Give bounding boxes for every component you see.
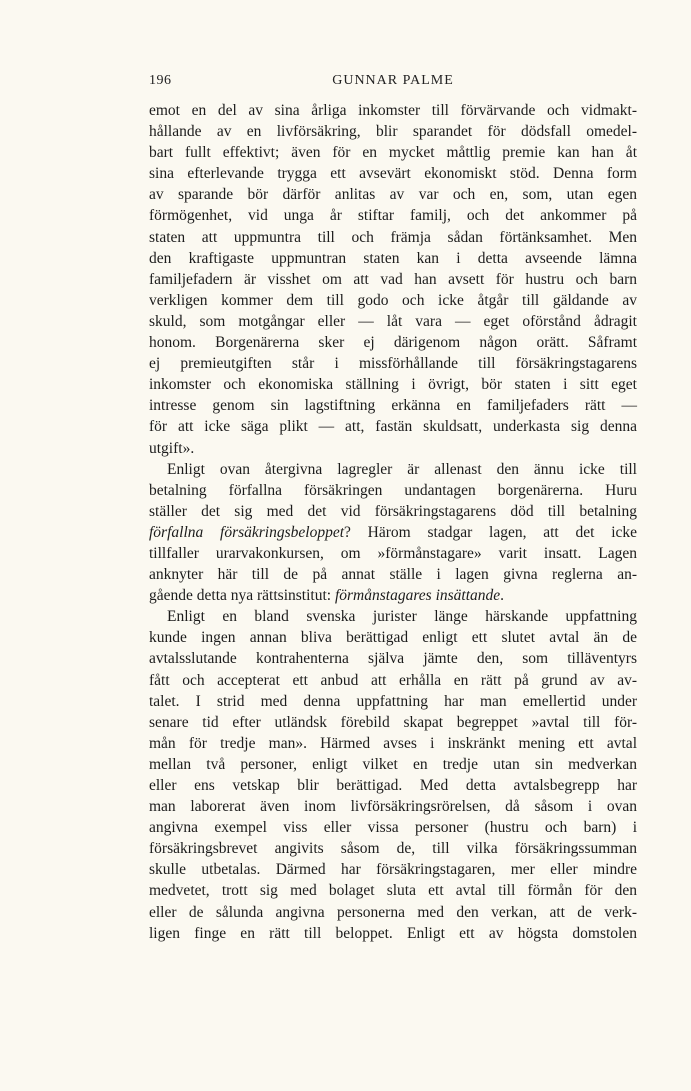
text-line: mellan två personer, enligt vilket en tredje utan sin medverkan xyxy=(149,755,637,773)
text-line: utgift». xyxy=(149,439,195,457)
text-line: mån för tredje man». Härmed avses i inskränkt mening ett avtal xyxy=(149,734,637,752)
text-line: intresse genom sin lagstiftning erkänna en familjefaders rätt — xyxy=(149,397,637,415)
text-line: medvetet, trott sig med bolaget sluta ett avtal till förmån för den xyxy=(149,882,637,900)
italic-term: förfallna försäkringsbeloppet xyxy=(149,523,345,541)
text-line: angivna exempel viss eller vissa personer (hustru och barn) i xyxy=(149,819,637,837)
text-line: inkomster och ekonomiska ställning i övrigt, bör staten i sitt eget xyxy=(149,376,637,394)
paragraph-3 xyxy=(149,606,637,944)
text-line: kunde ingen annan bliva berättigad enligt ett slutet avtal än de xyxy=(149,629,637,647)
text-line: hållande av en livförsäkring, blir sparandet för dödsfall omedel- xyxy=(149,123,637,141)
text-line: betalning förfallna försäkringen undantagen borgenärerna. Huru xyxy=(149,481,637,499)
text-line: eller ens vetskap blir berättigad. Med detta avtalsbegrepp har xyxy=(149,777,637,794)
text-line: honom. Borgenärerna sker ej därigenom någon orätt. Såframt xyxy=(149,334,637,352)
page-header xyxy=(149,73,637,95)
text-line: staten att uppmuntra till och främja sådan förtänksamhet. Men xyxy=(149,228,637,246)
text-line: avtalsslutande kontrahenterna själva jämte den, som tilläventyrs xyxy=(149,650,637,668)
text-line: sina efterlevande trygga ett avsevärt ekonomiskt stöd. Denna form xyxy=(149,165,637,183)
italic-term: förmånstagares insättande xyxy=(334,587,501,605)
text-line: verkligen kommer dem till godo och icke åtgår till gäldande av xyxy=(149,291,637,309)
text-line: ställer det sig med det vid försäkringstagarens död till betalning xyxy=(149,502,637,520)
text-line: ligen finge en rätt till beloppet. Enligt ett av högsta domstolen xyxy=(149,924,637,942)
text-line: man laborerat även inom livförsäkringsrörelsen, då såsom i ovan xyxy=(149,798,637,816)
body-text xyxy=(149,100,637,944)
text-line: bart fullt effektivt; även för en mycket måttlig premie kan han åt xyxy=(149,144,637,162)
text-line: ej premieutgiften står i missförhållande till försäkringstagarens xyxy=(149,355,637,373)
text-line: fått och accepterat ett anbud att erhålla en rätt på grund av av- xyxy=(149,671,637,689)
text-line: skulle utbetalas. Därmed har försäkringstagaren, mer eller mindre xyxy=(149,861,637,879)
text-line: förmögenhet, vid unga år stiftar familj, och det ankommer på xyxy=(149,207,637,225)
text-line: försäkringsbrevet angivits såsom de, till vilka försäkringssumman xyxy=(149,840,637,858)
running-head: GUNNAR PALME xyxy=(332,73,454,88)
text-line: familjefadern är visshet om att vad han avsett för hustru och barn xyxy=(149,270,637,288)
text-line: skuld, som motgångar eller — låt vara — eget oförstånd ådragit xyxy=(149,312,637,330)
text-line: den kraftigaste uppmuntran staten kan i detta avseende lämna xyxy=(149,249,637,267)
text-line: gående detta nya rättsinstitut: förmånstagares insättande. xyxy=(149,587,505,605)
text-line: av sparande bör därför anlitas av var och en, som, utan egen xyxy=(149,186,637,204)
text-line: tillfaller urarvakonkursen, om »förmånstagare» varit insatt. Lagen xyxy=(149,544,637,562)
text-line: Enligt en bland svenska jurister länge härskande uppfattning xyxy=(167,608,637,626)
text-line: eller de sålunda angivna personerna med den verkan, att de verk- xyxy=(149,903,637,921)
text-line: emot en del av sina årliga inkomster till förvärvande och vidmakt- xyxy=(149,102,637,119)
page-number: 196 xyxy=(149,73,172,88)
text-line: anknyter här till de på annat ställe i lagen givna reglerna an- xyxy=(149,566,637,584)
paragraph-2 xyxy=(149,459,637,607)
paragraph-1 xyxy=(149,100,637,459)
text-line: för att icke säga plikt — att, fastän skuldsatt, underkasta sig denna xyxy=(149,418,637,436)
text-line: senare tid efter utländsk förebild skapat begreppet »avtal till för- xyxy=(149,713,637,731)
text-line: talet. I strid med denna uppfattning har man emellertid under xyxy=(149,692,637,710)
text-line: förfallna försäkringsbeloppet? Härom stadgar lagen, att det icke xyxy=(149,523,638,541)
text-line: Enligt ovan återgivna lagregler är allenast den ännu icke till xyxy=(167,460,637,478)
